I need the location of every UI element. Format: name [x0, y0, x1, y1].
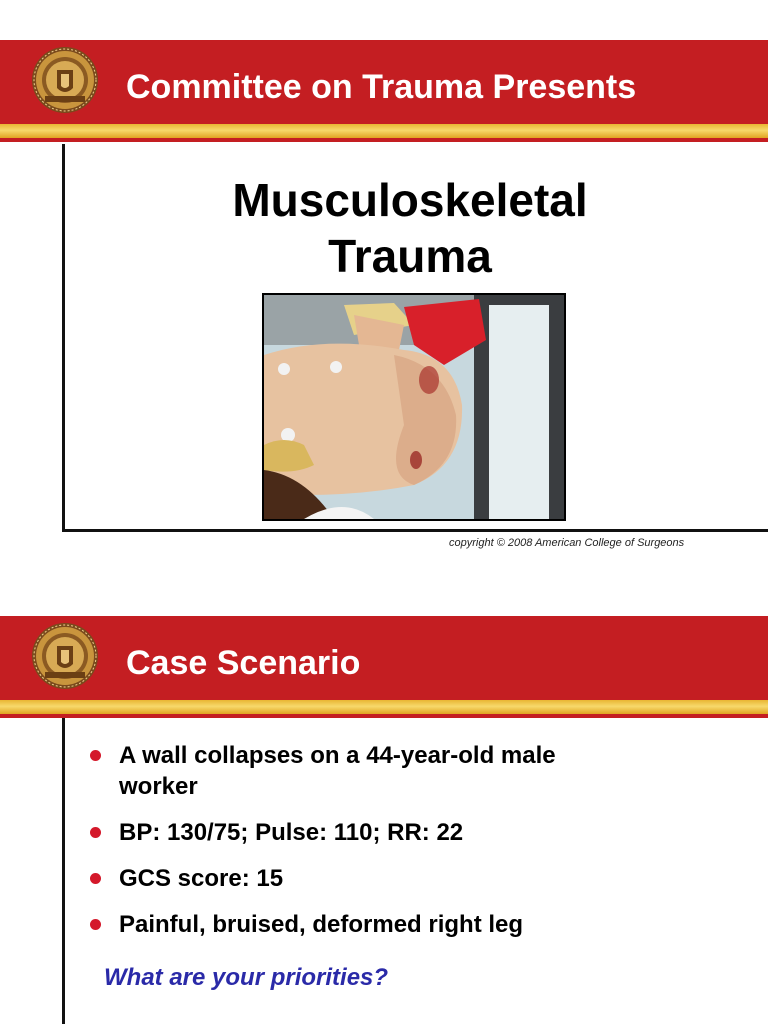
- header-banner: [0, 616, 768, 700]
- bullet-list: [90, 740, 560, 955]
- bullet-item: [90, 740, 560, 802]
- bullet-dot: [90, 873, 101, 884]
- banner-title: Case Scenario: [126, 644, 361, 682]
- bullet-dot: [90, 919, 101, 930]
- bullet-text: GCS score: 15: [119, 865, 284, 892]
- bullet-item: [90, 817, 560, 848]
- copyright-notice: copyright © 2008 American College of Surgeons: [449, 537, 685, 549]
- red-rule: [0, 138, 768, 142]
- slide-2: [0, 576, 768, 1024]
- frame-left-border: [62, 718, 65, 1024]
- gold-stripe: [0, 124, 768, 138]
- gold-stripe: [0, 700, 768, 714]
- bullet-text: BP: 130/75; Pulse: 110; RR: 22: [119, 819, 464, 846]
- acs-seal-logo: [31, 620, 99, 692]
- title-line-2: Trauma: [328, 230, 492, 282]
- bullet-text: A wall collapses on a 44-year-old male worker: [119, 742, 556, 800]
- bullet-item: [90, 863, 560, 894]
- red-rule: [0, 714, 768, 718]
- bullet-item: [90, 909, 560, 940]
- bullet-text: Painful, bruised, deformed right leg: [119, 911, 524, 938]
- frame-left-border: [62, 144, 65, 532]
- acs-seal-logo: [31, 44, 99, 116]
- banner-title: Committee on Trauma Presents: [126, 68, 637, 106]
- trauma-photo: [262, 293, 566, 521]
- header-banner: [0, 40, 768, 124]
- slide-title: [100, 172, 720, 284]
- frame-bottom-border: [62, 529, 768, 532]
- bullet-dot: [90, 750, 101, 761]
- title-line-1: Musculoskeletal: [232, 174, 588, 226]
- priorities-question: What are your priorities?: [104, 964, 389, 991]
- bullet-dot: [90, 827, 101, 838]
